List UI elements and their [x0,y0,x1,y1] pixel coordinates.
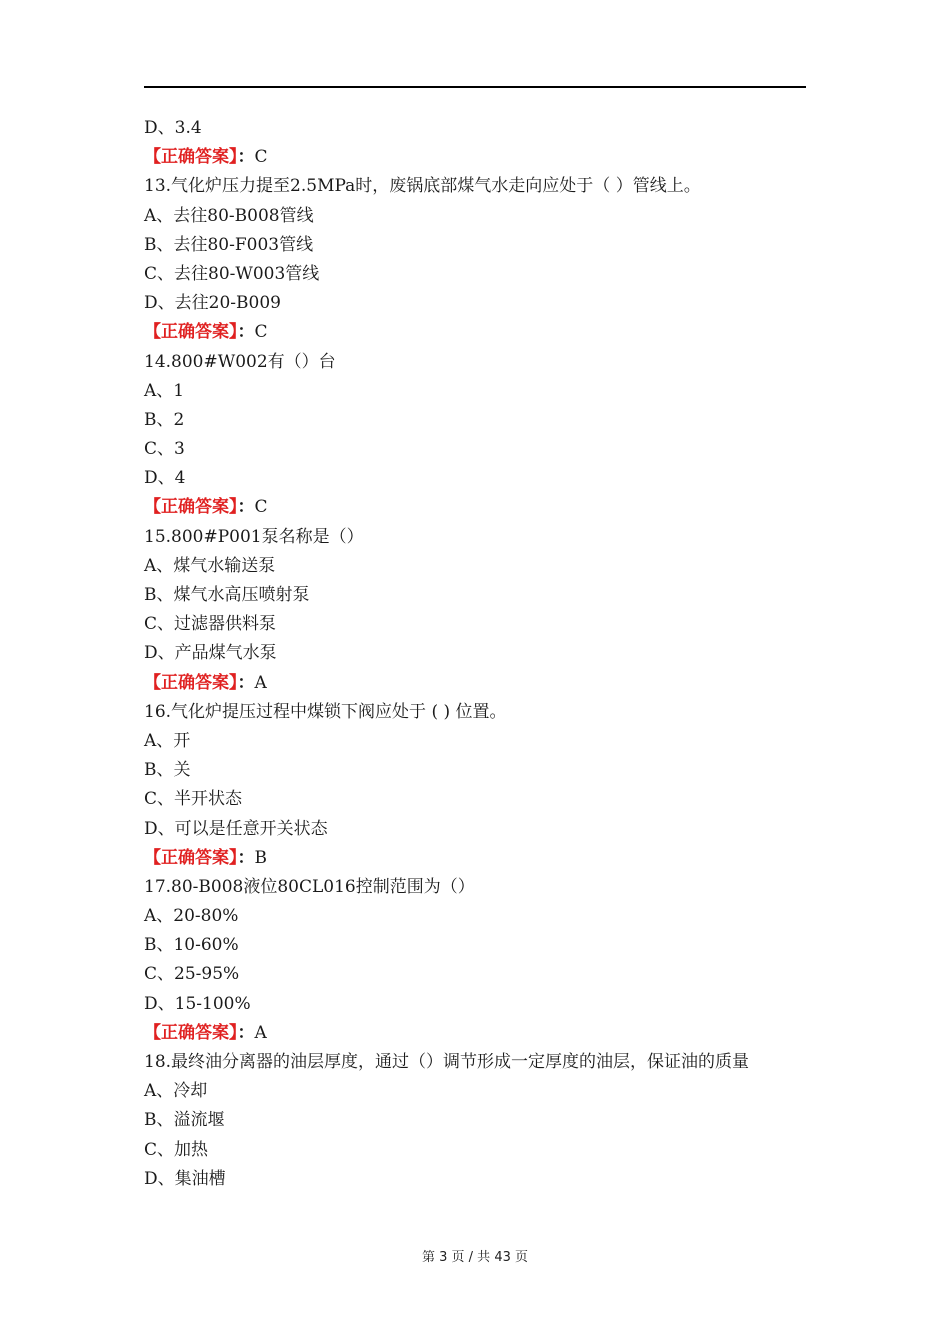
question-stem: 17.80-B008液位80CL016控制范围为（） [144,876,475,897]
option-line: D、产品煤气水泵 [144,643,277,664]
answer-value: C [254,322,268,343]
answer-tag: 【正确答案】 [144,672,238,693]
option-line: B、去往80-F003管线 [144,234,314,255]
page-footer: 第 3 页 / 共 43 页 [422,1250,528,1265]
option-line: A、冷却 [144,1081,208,1102]
answer-tag: 【正确答案】 [144,497,238,518]
answer-colon: ： [237,1022,255,1043]
answer-value: A [254,672,267,693]
answer-value: C [254,497,268,518]
option-line: A、1 [144,380,185,401]
option-line: C、过滤器供料泵 [144,614,277,635]
answer-colon: ： [237,847,255,868]
answer-tag: 【正确答案】 [144,1022,238,1043]
question-stem: 14.800#W002有（）台 [144,351,336,372]
answer-line [144,1019,806,1048]
option-line: D、可以是任意开关状态 [144,818,328,839]
answer-value: C [254,147,268,168]
option-line: C、25-95% [144,964,240,985]
answer-colon: ： [237,322,255,343]
answer-colon: ： [237,147,255,168]
question-list [144,172,806,1048]
header-rule [144,86,806,88]
answer-tag: 【正确答案】 [144,147,238,168]
option-line: A、开 [144,730,191,751]
option-line: D、集油槽 [144,1168,226,1189]
option-line: A、煤气水输送泵 [144,555,276,576]
answer-line [144,669,806,698]
answer-tag: 【正确答案】 [144,847,238,868]
page-content [144,114,806,1194]
answer-line [144,844,806,873]
option-line: B、煤气水高压喷射泵 [144,585,310,605]
answer-tag: 【正确答案】 [144,322,238,343]
answer-line [144,493,806,522]
option-line: A、20-80% [144,906,239,927]
option-line: D、15-100% [144,993,251,1014]
option-line: C、去往80-W003管线 [144,263,320,284]
option-line: C、加热 [144,1139,209,1160]
option-line: A、去往80-B008管线 [144,205,314,226]
option-line: D、3.4 [144,118,202,138]
option-line: D、去往20-B009 [144,293,281,314]
question-stem: 16.气化炉提压过程中煤锁下阀应处于 ( ) 位置。 [144,701,507,722]
option-line: B、溢流堰 [144,1110,225,1131]
question-stem: 13.气化炉压力提至2.5MPa时，废锅底部煤气水走向应处于（ ）管线上。 [144,176,701,197]
answer-colon: ： [237,497,255,518]
answer-value: B [254,847,267,868]
option-line: B、关 [144,760,191,781]
answer-line [144,318,806,347]
option-line: B、2 [144,409,185,430]
option-line: D、4 [144,468,186,489]
answer-colon: ： [237,672,255,693]
answer-value: A [254,1022,267,1043]
answer-line [144,143,806,172]
option-line: C、3 [144,439,185,460]
question-stem: 18.最终油分离器的油层厚度，通过（）调节形成一定厚度的油层，保证油的质量 [144,1052,750,1072]
option-line: B、10-60% [144,935,239,956]
question-stem: 15.800#P001泵名称是（） [144,526,364,547]
option-line: C、半开状态 [144,789,243,810]
